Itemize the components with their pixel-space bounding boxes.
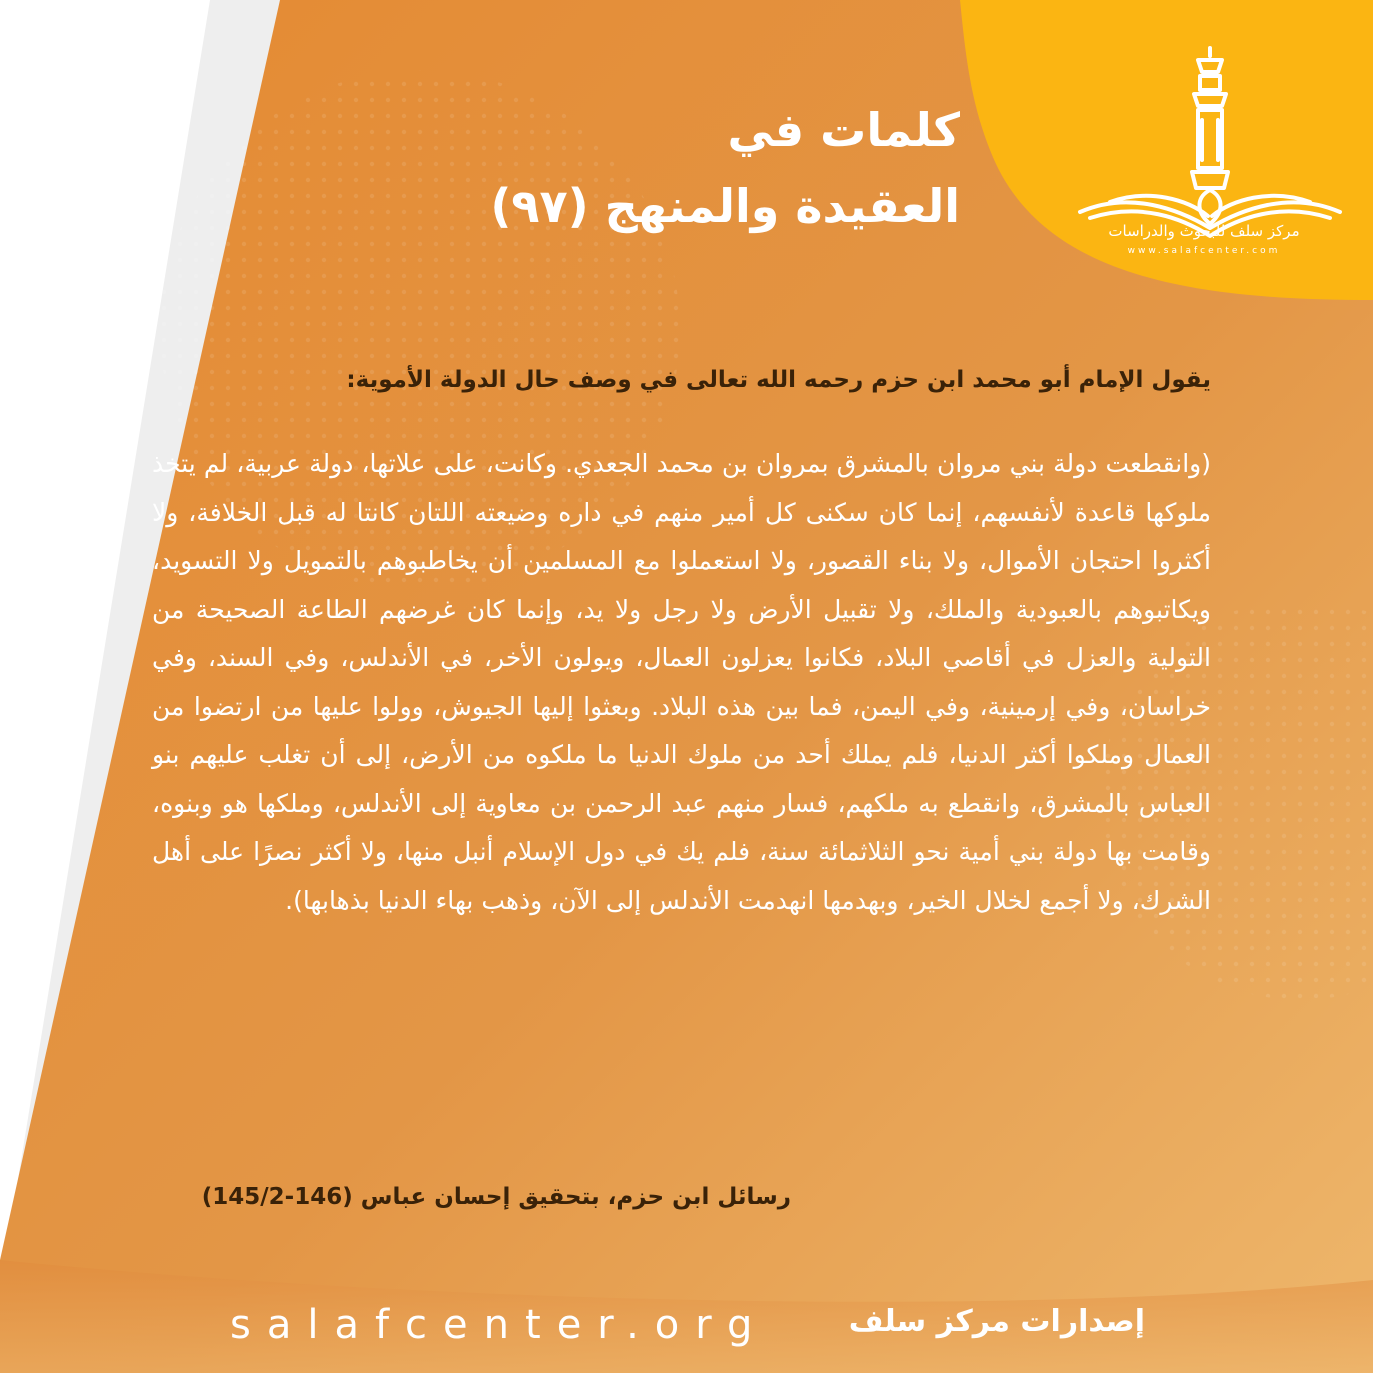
page-title <box>400 92 960 244</box>
intro-line: يقول الإمام أبو محمد ابن حزم رحمه الله تعالى في وصف حال الدولة الأموية: <box>346 367 1211 393</box>
quote-paragraph: (وانقطعت دولة بني مروان بالمشرق بمروان بن محمد الجعدي. وكانت، على علاتها، دولة عربية، لم يتخذ ملوكها قاعدة لأنفسهم، إنما كان سكنى كل أمير منهم في داره وضيعته اللتان كانتا له قبل الخلافة، ولا أكثروا احتجان الأموال، ولا بناء القصور، ولا استعملوا مع المسلمين أن يخاطبوهم بالتمويل ولا التسويد، ويكاتبوهم بالعبودية والملك، ولا تقبيل الأرض ولا رجل ولا يد، وإنما كان غرضهم الطاعة الصحيحة من التولية والعزل في أقاصي البلاد، فكانوا يعزلون العمال، ويولون الأخر، في الأندلس، وفي السند، وفي خراسان، وفي إرمينية، وفي اليمن، فما بين هذه البلاد. وبعثوا إليها الجيوش، وولوا عليها من ارتضوا من العمال وملكوا أكثر الدنيا، فلم يملك أحد من ملوك الدنيا ما ملكوه من الأرض، إلى أن تغلب عليهم بنو العباس بالمشرق، وانقطع به ملكهم، فسار منهم عبد الرحمن بن معاوية إلى الأندلس، وملكها هو وبنوه، وقامت بها دولة بني أمية نحو الثلاثمائة سنة، فلم يك في دول الإسلام أنبل منها، ولا أكثر نصرًا على أهل الشرك، ولا أجمع لخلال الخير، وبهدمها انهدمت الأندلس إلى الآن، وذهب بهاء الدنيا بذهابها). <box>152 449 1211 915</box>
minaret-book-icon <box>1070 40 1350 280</box>
title-line-1: كلمات في <box>727 103 960 157</box>
footer-website: salafcenter.org <box>230 1302 769 1348</box>
logo-url: www.salafcenter.com <box>1127 246 1281 256</box>
title-line-2: العقيدة والمنهج (٩٧) <box>490 179 960 233</box>
footer-publisher: إصدارات مركز سلف <box>848 1304 1145 1339</box>
source-citation: رسائل ابن حزم، بتحقيق إحسان عباس (146-145/2) <box>201 1184 791 1210</box>
logo-name: مركز سلف للبحوث والدراسات <box>1108 222 1300 240</box>
